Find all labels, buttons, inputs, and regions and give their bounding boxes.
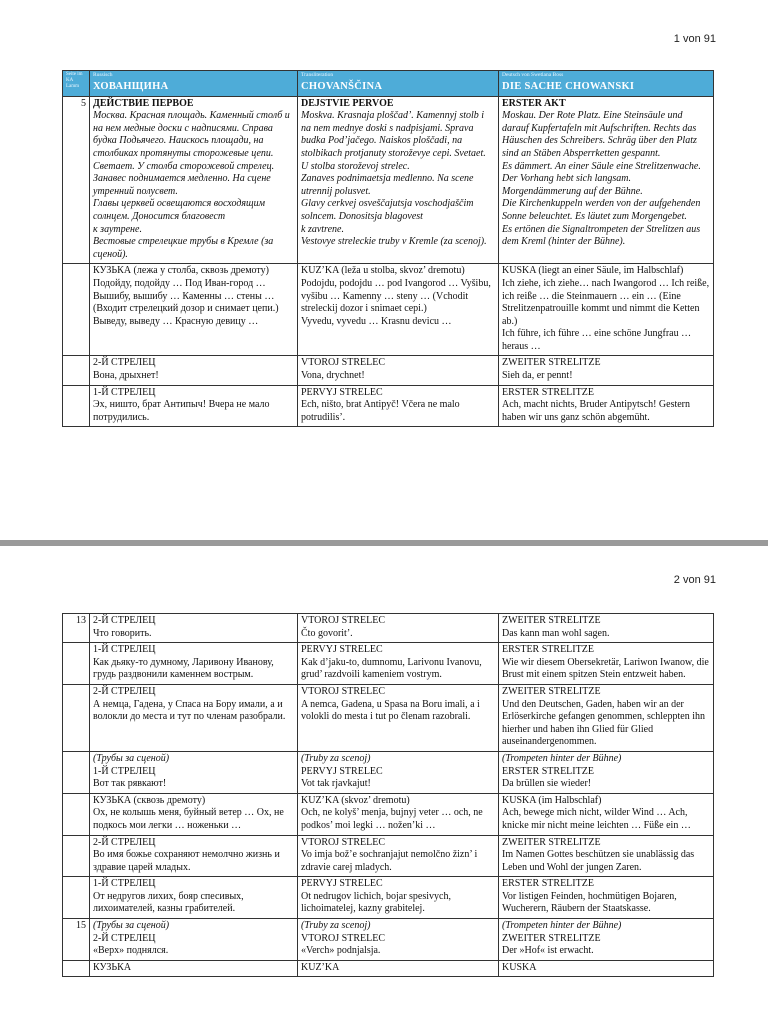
russian-cell xyxy=(90,835,298,877)
text-line: Ech, ništo, brat Antipyč! Včera ne malo potrudilis’. xyxy=(301,399,460,423)
transliteration-cell xyxy=(298,356,499,385)
text-line: Выведу, выведу … Красную девицу … xyxy=(93,315,259,327)
table-header-row xyxy=(63,71,714,97)
text-line: KUZ’KA xyxy=(301,961,340,973)
text-line: ZWEITER STRELITZE xyxy=(502,932,601,944)
text-line: Ach, macht nichts, Bruder Antipytsch! Gestern haben wir uns ganz schön abgemüht. xyxy=(502,399,691,423)
text-line: Ich ziehe, ich ziehe… nach Iwangorod … Ich reiße, ich reiße … die Steinmauern … ein … (Eine Strelitzenpatrouille kommt und nimmt die Ketten ab.) xyxy=(502,277,710,327)
text-line: 2-Й СТРЕЛЕЦ xyxy=(93,836,156,848)
text-line: 2-Й СТРЕЛЕЦ xyxy=(93,615,156,626)
text-line: Vor listigen Feinden, hochmütigen Bojaren, Wucherern, Räubern der Staatskasse. xyxy=(502,890,677,915)
transliteration-cell xyxy=(298,751,499,793)
table-row xyxy=(63,264,714,356)
text-line: От недругов лихих, бояр спесивых, лихоимателей, казны грабителей. xyxy=(93,890,244,915)
text-line: ERSTER STRELITZE xyxy=(502,878,594,890)
text-line: Moskau. Der Rote Platz. Eine Steinsäule und darauf Kupfertafeln mit Aufschriften. Rechts das Häuschen des Schreibers. Schräg über den Platz sind an Stäben Absperrketten gespannt. xyxy=(502,110,697,159)
text-line: Москва. Красная площадь. Каменный столб и на нем медные доски с надписями. Справа будка Подьячего. Наискось площади, на столбиках протянуты сторожевые цепи. Светает. У столба сторожевой стрелец. xyxy=(93,110,290,172)
german-cell xyxy=(499,385,714,427)
text-line: VTOROJ STRELEC xyxy=(301,932,385,944)
text-line: VTOROJ STRELEC xyxy=(301,685,385,697)
text-line: Как дьяку-то думному, Ларивону Иванову, грудь раздвонили каменнем вострым. xyxy=(93,656,274,681)
transliteration-cell xyxy=(298,643,499,685)
text-line: Und den Deutschen, Gaden, haben wir an der Erlöserkirche gefangen genommen, schleppten ihn hierher und haben ihn Glied für Glied auseinandergenommen. xyxy=(502,698,705,748)
text-line: KUZ’KA (leža u stolba, skvoz’ dremotu) xyxy=(301,265,465,277)
text-line: k zavtrene. xyxy=(301,223,344,235)
german-cell xyxy=(499,835,714,877)
text-line: Glavy cerkvej osveščajutsja voschodjaščim solncem. Donositsja blagovest xyxy=(301,198,474,222)
transliteration-cell xyxy=(298,793,499,835)
page-ref-cell xyxy=(63,684,90,751)
text-line: PERVYJ STRELEC xyxy=(301,386,383,398)
text-line: Vyvedu, vyvedu … Krasnu devicu … xyxy=(301,315,452,327)
header-transliteration: Transliteration CHOVANŠČINA xyxy=(298,71,499,97)
text-line: ERSTER STRELITZE xyxy=(502,644,594,656)
russian-cell xyxy=(90,643,298,685)
text-line: Подойду, подойду … Под Иван-город … Вышибу, вышибу … Каменны … стены … (Входит стрелецкий дозор и снимает цепи.) xyxy=(93,277,279,315)
table-row xyxy=(63,960,714,977)
table-row xyxy=(63,356,714,385)
russian-cell xyxy=(90,264,298,356)
text-line: (Truby za scenoj) xyxy=(301,752,371,764)
russian-cell xyxy=(90,96,298,264)
german-cell xyxy=(499,96,714,264)
text-line: Vo imja bož’e sochranjajut nemolčno žizn’ i zdravie carej mladych. xyxy=(301,849,478,873)
text-line: ZWEITER STRELITZE xyxy=(502,836,601,848)
text-line: 1-Й СТРЕЛЕЦ xyxy=(93,765,156,777)
page-ref-cell xyxy=(63,264,90,356)
table-row xyxy=(63,643,714,685)
german-cell xyxy=(499,793,714,835)
german-cell xyxy=(499,684,714,751)
header-page-ref: Seite im KA Lamm xyxy=(63,71,90,97)
text-line: Эх, ништо, брат Антипыч! Вчера не мало потрудились. xyxy=(93,399,270,423)
russian-cell xyxy=(90,614,298,643)
table-row xyxy=(63,751,714,793)
table-row xyxy=(63,835,714,877)
text-line: ERSTER AKT xyxy=(502,97,566,109)
text-line: к заутрене. xyxy=(93,223,142,235)
page-number: 1 von 91 xyxy=(673,33,716,45)
russian-cell xyxy=(90,751,298,793)
transliteration-cell xyxy=(298,919,499,961)
text-line: PERVYJ STRELEC xyxy=(301,878,383,890)
text-line: КУЗЬКА (сквозь дремоту) xyxy=(93,794,206,806)
page-ref-cell xyxy=(63,643,90,685)
table-row xyxy=(63,684,714,751)
text-line: (Трубы за сценой) xyxy=(93,920,170,932)
table-row xyxy=(63,385,714,427)
header-russian: Russisch ХОВАНЩИНА xyxy=(90,71,298,97)
german-cell xyxy=(499,356,714,385)
transliteration-cell xyxy=(298,385,499,427)
text-line: «Verch» podnjalsja. xyxy=(301,945,381,957)
page-ref-cell: 15 xyxy=(63,919,90,961)
text-line: Da brüllen sie wieder! xyxy=(502,778,592,790)
text-line: КУЗЬКА (лежа у столба, сквозь дремоту) xyxy=(93,265,269,277)
text-line: Es dämmert. An einer Säule eine Strelitzenwache. xyxy=(502,160,701,172)
german-cell xyxy=(499,643,714,685)
page-ref-cell xyxy=(63,356,90,385)
text-line: Wie wir diesem Obersekretär, Lariwon Iwanow, die Brust mit einem spitzen Stein entzweit haben. xyxy=(502,656,709,681)
text-line: VTOROJ STRELEC xyxy=(301,615,385,626)
table-row xyxy=(63,877,714,919)
text-line: ERSTER STRELITZE xyxy=(502,386,594,398)
text-line: (Truby za scenoj) xyxy=(301,920,371,932)
text-line: PERVYJ STRELEC xyxy=(301,765,383,777)
text-line: Kak d’jaku-to, dumnomu, Larivonu Ivanovu, grud’ razdvoili kameniem vostrym. xyxy=(301,656,482,681)
text-line: 1-Й СТРЕЛЕЦ xyxy=(93,644,156,656)
transliteration-cell xyxy=(298,835,499,877)
text-line: Moskva. Krasnaja ploščad’. Kamennyj stolb i na nem mednye doski s nadpisjami. Sprava budka Pod’jačego. Naiskos ploščadi, na stolbikach protjanuty storoževye cepi. Svetaet. U stolba storoževoj strelec. xyxy=(301,110,486,172)
page-ref-cell xyxy=(63,793,90,835)
page-ref-cell xyxy=(63,751,90,793)
text-line: Sieh da, er pennt! xyxy=(502,370,573,382)
text-line: Zanaves podnimaetsja medlenno. Na scene utrennij polusvet. xyxy=(301,173,474,197)
table-row xyxy=(63,919,714,961)
german-cell xyxy=(499,919,714,961)
text-line: Ох, не колышь меня, буйный ветер … Ох, не подкось мои легки … ноженьки … xyxy=(93,807,284,831)
table-row xyxy=(63,793,714,835)
libretto-table xyxy=(62,613,714,977)
text-line: Во имя божье сохраняют немолчно жизнь и здравие царей младых. xyxy=(93,849,280,873)
header-german: Deutsch von Swetlana Boss DIE SACHE CHOWANSKI xyxy=(499,71,714,97)
transliteration-cell xyxy=(298,960,499,977)
document-page-2 xyxy=(0,546,768,1024)
text-line: Вона, дрыхнет! xyxy=(93,370,159,382)
text-line: KUSKA (im Halbschlaf) xyxy=(502,794,602,806)
text-line: Ot nedrugov lichich, bojar spesivych, lichoimatelej, kazny grabitelej. xyxy=(301,890,451,915)
transliteration-cell xyxy=(298,96,499,264)
text-line: Der Vorhang hebt sich langsam. Morgendämmerung auf der Bühne. xyxy=(502,173,643,197)
text-line: ZWEITER STRELITZE xyxy=(502,357,601,369)
text-line: PERVYJ STRELEC xyxy=(301,644,383,656)
text-line: Die Kirchenkuppeln werden von der aufgehenden Sonne beleuchtet. Es läutet zum Morgengebet. xyxy=(502,198,701,222)
text-line: (Trompeten hinter der Bühne) xyxy=(502,752,622,764)
page-ref-cell xyxy=(63,877,90,919)
transliteration-cell xyxy=(298,877,499,919)
text-line: КУЗЬКА xyxy=(93,961,132,973)
russian-cell xyxy=(90,684,298,751)
text-line: Podojdu, podojdu … pod Ivangorod … Vyšibu, vyšibu … Kamenny … steny … (Vchodit streleckij dozor i snimaet cepi.) xyxy=(301,277,491,315)
text-line: Занавес поднимается медленно. На сцене утренний полусвет. xyxy=(93,173,271,197)
text-line: Ich führe, ich führe … eine schöne Jungfrau … heraus … xyxy=(502,328,692,352)
german-cell xyxy=(499,264,714,356)
text-line: (Trompeten hinter der Bühne) xyxy=(502,920,622,932)
transliteration-cell xyxy=(298,614,499,643)
text-line: (Трубы за сценой) xyxy=(93,752,170,764)
transliteration-cell xyxy=(298,684,499,751)
text-line: Что говорить. xyxy=(93,627,152,639)
text-line: Čto govorit’. xyxy=(301,627,353,639)
text-line: VTOROJ STRELEC xyxy=(301,836,385,848)
russian-cell xyxy=(90,877,298,919)
page-number: 2 von 91 xyxy=(673,574,716,586)
text-line: ZWEITER STRELITZE xyxy=(502,685,601,697)
text-line: A nemca, Gadena, u Spasa na Boru imali, a i volokli do mesta i tut po členam razobrali. xyxy=(301,698,480,723)
page-ref-cell xyxy=(63,385,90,427)
table-row xyxy=(63,96,714,264)
text-line: 2-Й СТРЕЛЕЦ xyxy=(93,357,156,369)
text-line: 2-Й СТРЕЛЕЦ xyxy=(93,932,156,944)
text-line: Главы церквей освещаются восходящим солнцем. Доносится благовест xyxy=(93,198,265,222)
text-line: Ach, bewege mich nicht, wilder Wind … Ach, knicke mir nicht meine leichten … Füße ein … xyxy=(502,807,691,831)
text-line: Im Namen Gottes beschützen sie unablässig das Leben und Wohl der jungen Zaren. xyxy=(502,849,695,873)
german-cell xyxy=(499,960,714,977)
page-ref-cell: 5 xyxy=(63,96,90,264)
text-line: Vona, drychnet! xyxy=(301,370,365,382)
text-line: VTOROJ STRELEC xyxy=(301,357,385,369)
text-line: 1-Й СТРЕЛЕЦ xyxy=(93,386,156,398)
german-cell xyxy=(499,877,714,919)
text-line: KUZ’KA (skvoz’ dremotu) xyxy=(301,794,410,806)
page-ref-cell xyxy=(63,835,90,877)
russian-cell xyxy=(90,919,298,961)
text-line: KUSKA (liegt an einer Säule, im Halbschlaf) xyxy=(502,265,684,277)
text-line: Der »Hof« ist erwacht. xyxy=(502,945,594,957)
russian-cell xyxy=(90,793,298,835)
text-line: Es ertönen die Signaltrompeten der Strelitzen aus dem Kreml (hinter der Bühne). xyxy=(502,223,701,248)
russian-cell xyxy=(90,960,298,977)
text-line: А немца, Гадена, у Спаса на Бору имали, а и волокли до места и тут по членам разобрали. xyxy=(93,698,286,723)
text-line: 2-Й СТРЕЛЕЦ xyxy=(93,685,156,697)
transliteration-cell xyxy=(298,264,499,356)
text-line: Вестовые стрелецкие трубы в Кремле (за сценой). xyxy=(93,236,274,260)
german-cell xyxy=(499,751,714,793)
russian-cell xyxy=(90,385,298,427)
text-line: ERSTER STRELITZE xyxy=(502,765,594,777)
text-line: Vot tak rjavkajut! xyxy=(301,778,371,790)
libretto-table xyxy=(62,70,714,427)
text-line: DEJSTVIE PERVOE xyxy=(301,97,394,109)
text-line: 1-Й СТРЕЛЕЦ xyxy=(93,878,156,890)
text-line: KUSKA xyxy=(502,961,537,973)
text-line: Das kann man wohl sagen. xyxy=(502,627,610,639)
text-line: «Верх» поднялся. xyxy=(93,945,169,957)
russian-cell xyxy=(90,356,298,385)
text-line: Vestovye streleckie truby v Kremle (za scenoj). xyxy=(301,236,487,248)
page-ref-cell xyxy=(63,960,90,977)
text-line: ZWEITER STRELITZE xyxy=(502,615,601,626)
table-row xyxy=(63,614,714,643)
page-ref-cell: 13 xyxy=(63,614,90,643)
text-line: Och, ne kolyš’ menja, bujnyj veter … och, ne podkos’ moi legki … nožen’ki … xyxy=(301,807,483,831)
text-line: Вот так рявкают! xyxy=(93,778,167,790)
text-line: ДЕЙСТВИЕ ПЕРВОЕ xyxy=(93,97,194,109)
german-cell xyxy=(499,614,714,643)
